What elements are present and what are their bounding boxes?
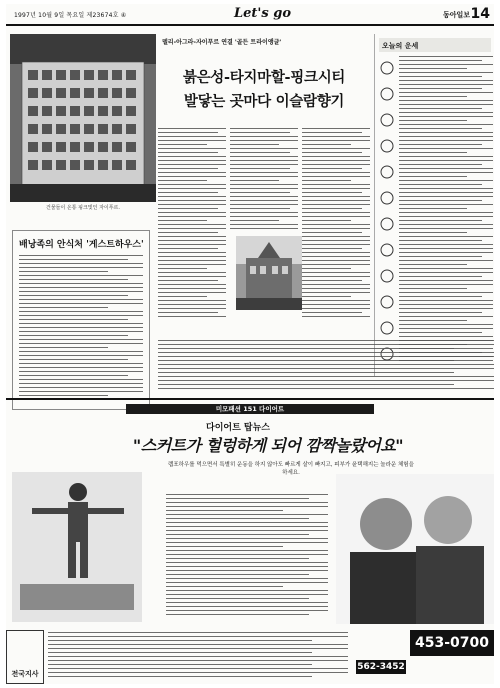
left-lower-text <box>12 280 152 390</box>
section-brand: Let's go <box>234 6 292 21</box>
headline-line-1: 붉은성-타지마할-핑크시티 <box>182 69 346 86</box>
newspaper-page <box>6 4 494 684</box>
ad-coupon-text <box>166 494 328 620</box>
horoscope-text <box>399 56 493 372</box>
article-column-3 <box>302 128 370 324</box>
zodiac-icons <box>377 56 397 372</box>
photo-caption: 건물들이 온통 핑크빛인 자이푸르. <box>46 205 120 211</box>
branch-list <box>48 632 348 682</box>
headline-line-2: 발닿는 곳마다 이슬람향기 <box>183 93 345 110</box>
page-header <box>6 4 494 26</box>
spokespeople-photo <box>336 474 494 624</box>
pink-city-photo <box>10 34 156 202</box>
branch-box <box>6 630 44 684</box>
issue-date: 1997년 10월 9일 목요일 제23674호 ④ <box>14 12 127 19</box>
horoscope-column <box>374 34 494 376</box>
ad-body: 랩포하우를 먹으면서 특별히 운동을 하지 않아도 빠르게 살이 빠지고, 피부가 윤택해지는 놀라운 체험을 하세요. <box>168 462 414 476</box>
ad-phone-main: 453-0700 <box>410 630 494 656</box>
ad-phone-branch: 562-3452 <box>357 662 405 672</box>
listing-table <box>158 340 494 392</box>
ad-headline: "스커트가 헐렁하게 되어 깜짝놀랐어요" <box>132 436 404 455</box>
article-column-1 <box>158 128 226 324</box>
article-column-2 <box>230 128 298 232</box>
feature-headline <box>164 66 364 114</box>
palace-hotel-photo <box>236 236 302 310</box>
ad-strip: 미모패션 151 다이어트 <box>126 404 374 414</box>
branch-title: 전국지사 <box>11 670 39 678</box>
page-number: 14 <box>470 6 490 22</box>
guesthouse-title: 배낭족의 안식처 '게스트하우스' <box>19 240 144 250</box>
fitness-photo <box>12 472 142 622</box>
ad-subtitle: 다이어트 탑뉴스 <box>206 423 270 433</box>
horoscope-header: 오늘의 운세 <box>379 38 491 52</box>
newspaper-name: 동아일보 <box>442 11 470 19</box>
feature-tag: 델리-아그라-자이푸르 연결 '골든 트라이앵글' <box>162 39 282 46</box>
